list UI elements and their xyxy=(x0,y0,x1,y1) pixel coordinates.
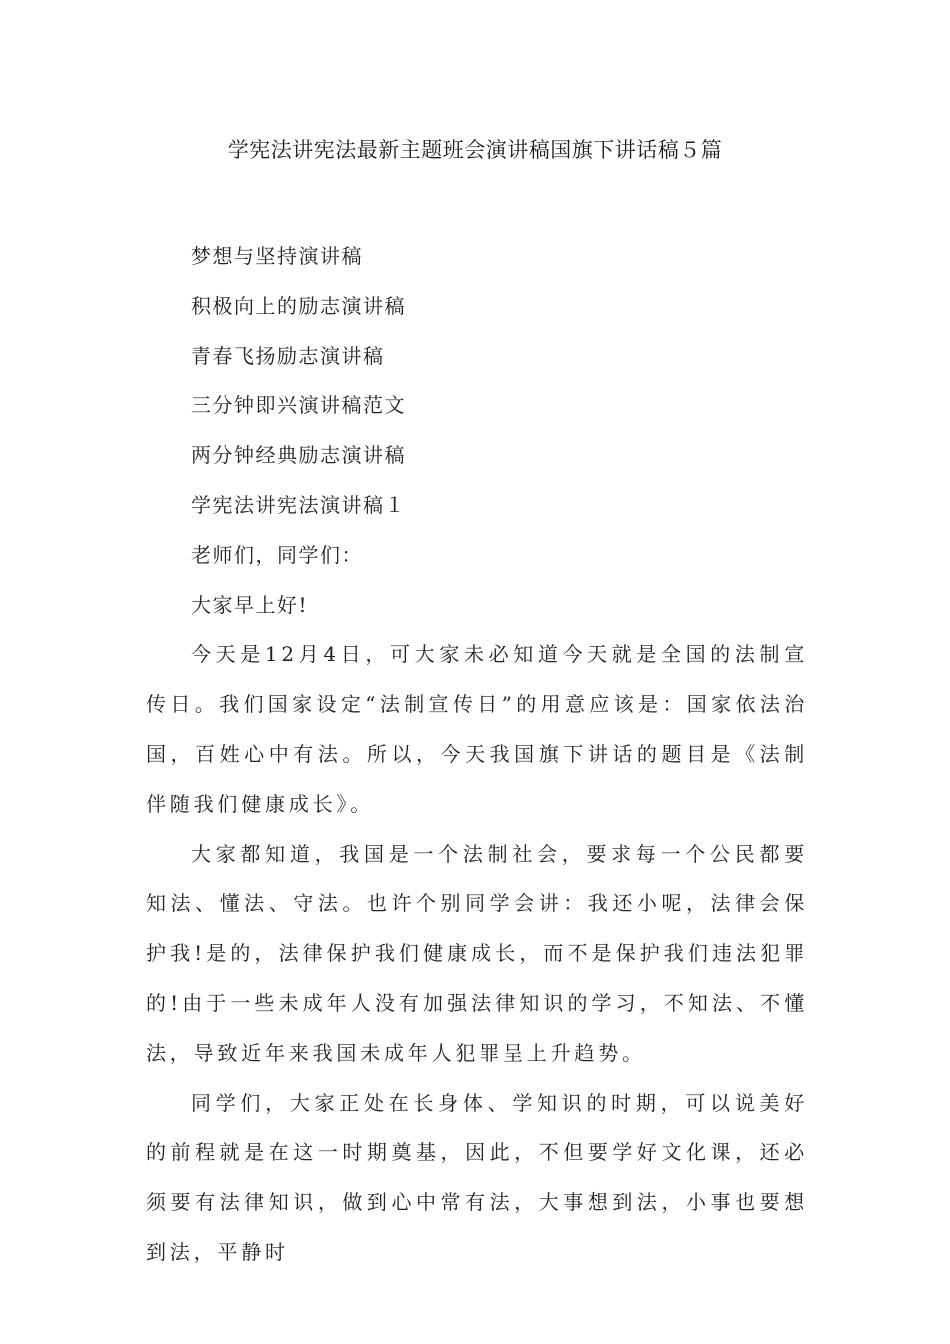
body-paragraph: 大家都知道，我国是一个法制社会，要求每一个公民都要知法、懂法、守法。也许个别同学会讲：我还小呢，法律会保护我!是的，法律保护我们健康成长，而不是保护我们违法犯罪的!由于一些未成年人没有加强法律知识的学习，不知法、不懂法，导致近年来我国未成年人犯罪呈上升趋势。 xyxy=(146,841,808,1065)
section-heading: 学宪法讲宪法演讲稿１ xyxy=(191,492,406,517)
greeting: 大家早上好! xyxy=(191,592,309,617)
salutation: 老师们，同学们： xyxy=(191,542,363,567)
list-item: 三分钟即兴演讲稿范文 xyxy=(191,393,406,418)
list-item: 青春飞扬励志演讲稿 xyxy=(191,343,385,368)
list-item: 积极向上的励志演讲稿 xyxy=(191,293,406,318)
document-body xyxy=(146,232,808,1278)
body-paragraph: 今天是12月4日，可大家未必知道今天就是全国的法制宣传日。我们国家设定“法制宣传日”的用意应该是：国家依法治国，百姓心中有法。所以，今天我国旗下讲话的题目是《法制伴随我们健康成长》。 xyxy=(146,642,808,816)
document-title: 学宪法讲宪法最新主题班会演讲稿国旗下讲话稿５篇 xyxy=(227,138,723,162)
list-item: 梦想与坚持演讲稿 xyxy=(191,244,363,268)
body-paragraph: 同学们，大家正处在长身体、学知识的时期，可以说美好的前程就是在这一时期奠基，因此，不但要学好文化课，还必须要有法律知识，做到心中常有法，大事想到法，小事也要想到法，平静时 xyxy=(146,1090,808,1264)
list-item: 两分钟经典励志演讲稿 xyxy=(191,443,406,468)
